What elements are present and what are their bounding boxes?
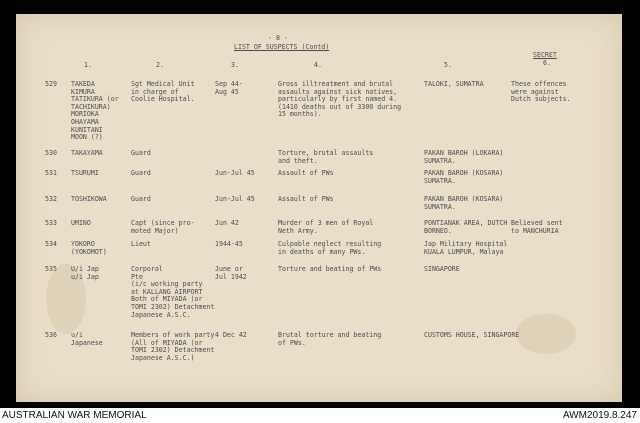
suspect-name-line: TOSHIKOWA [71,195,107,203]
offence-description-line: Assault of PWs [278,169,334,177]
offence-location-line: Jap Military Hospital [424,240,508,248]
suspect-name-line: (YOKOMOT) [71,247,107,256]
offence-date-line: 1944-45 [215,240,243,248]
offence-description-line: in deaths of many PWs. [278,247,366,256]
offence-location-line: SUMATRA. [424,156,456,165]
offence-description-line: Brutal torture and beating [278,331,382,339]
row-number [45,150,57,158]
suspect-rank-unit-line: in charge of [131,87,179,96]
offence-location-line: SUMATRA. [424,176,456,185]
offence-description-line: Culpable neglect resulting [278,240,382,248]
suspect-rank-unit-line: Guard [131,195,151,203]
suspect-rank-unit-line: Coolie Hospital. [131,95,195,104]
offence-location-line: SINGAPORE [424,265,460,273]
row-number-line: 529 [45,80,57,88]
row-number [45,332,57,340]
remarks-line: Believed sent [511,219,563,227]
offence-date-line: Jun-Jul 45 [215,195,255,203]
suspect-rank-unit-line: Japanese A.S.C. [131,310,191,319]
offence-date [215,81,243,96]
suspect-rank-unit-line: moted Major) [131,226,179,235]
suspect-name [71,241,107,256]
offence-location [424,220,507,235]
offence-location [424,150,503,165]
suspect-name-line: TSURUMI [71,169,99,177]
offence-date-line: 4 Dec 42 [215,331,247,339]
suspect-name [71,220,91,228]
suspect-rank-unit-line: (All of MIYADA (or [131,338,203,347]
suspect-name [71,81,119,142]
suspect-rank-unit-line: Japanese A.S.C.) [131,353,195,362]
offence-date [215,266,247,281]
column-number: 6. [543,59,551,67]
remarks-line: These offences [511,80,567,88]
offence-location [424,81,484,89]
remarks-line: to MANCHURIA [511,226,559,235]
row-number-line: 535 [45,265,57,273]
offence-description [278,241,381,256]
column-number: 4. [314,61,322,69]
row-number-line: 530 [45,149,57,157]
offence-location-line: SUMATRA. [424,202,456,211]
row-number [45,81,57,89]
offence-description-line: and theft. [278,156,318,165]
suspect-name-line: MOON (?) [71,133,103,142]
suspect-name-line: UMINO [71,219,91,227]
remarks-line: Dutch subjects. [511,95,571,104]
offence-location-line: CUSTOMS HOUSE, SINGAPORE [424,331,520,339]
suspect-rank-unit [131,332,214,362]
offence-date-line: June or [215,265,243,273]
column-number: 3. [231,61,239,69]
offence-location-line: PAKAN BAROH (KOSARA) [424,169,504,177]
remarks-line: were against [511,87,559,96]
suspect-rank-unit [131,81,195,104]
offence-description-line: assaults against sick natives, [278,87,398,96]
suspect-name-line: u/i [71,331,83,339]
column-number: 2. [156,61,164,69]
suspect-rank-unit-line: Guard [131,169,151,177]
column-number: 1. [84,61,92,69]
suspect-name-line: OHAYAMA [71,117,99,126]
row-number [45,170,57,178]
offence-date-line: Aug 45 [215,87,239,96]
suspect-name-line: Japanese [71,338,103,347]
offence-date [215,332,247,340]
suspect-name-line: u/i Jap [71,272,99,281]
document-title: LIST OF SUSPECTS (Contd) [234,43,330,51]
suspect-name [71,150,103,158]
suspect-name-line: TACHIKURA) [71,102,111,111]
offence-description-line: Assault of PWs [278,195,334,203]
suspect-name-line: U/i Jap [71,265,99,273]
offence-description-line: Torture and beating of PWs [278,265,382,273]
suspect-name [71,266,99,281]
suspect-rank-unit [131,170,151,178]
offence-date-line: Sep 44- [215,80,243,88]
offence-location-line: PONTIANAK AREA, DUTCH [424,219,508,227]
suspect-name-line: YOKORO [71,240,95,248]
offence-description-line: Torture, brutal assaults [278,149,374,157]
row-number-line: 534 [45,240,57,248]
paper-stain [516,314,576,354]
suspect-name [71,196,107,204]
remarks [511,81,571,104]
offence-location-line: PAKAN BAROH (LOKARA) [424,149,504,157]
row-number-line: 532 [45,195,57,203]
suspect-rank-unit-line: Pte [131,272,143,281]
row-number [45,220,57,228]
footer-accession-number: AWM2019.8.247 [562,410,637,421]
suspect-rank-unit-line: Members of work party [131,331,215,339]
offence-date [215,241,243,249]
suspect-rank-unit-line: Capt (since pro- [131,219,195,227]
offence-description [278,170,334,178]
offence-description [278,332,381,347]
offence-description [278,81,401,119]
offence-description-line: 15 months). [278,110,322,119]
suspect-rank-unit-line: Sgt Medical Unit [131,80,195,88]
column-number: 5. [444,61,452,69]
offence-description-line: Murder of 3 men of Royal [278,219,374,227]
suspect-name-line: TATIKURA (or [71,95,119,104]
offence-description-line: (1410 deaths out of 3300 during [278,102,402,111]
offence-date [215,220,239,228]
offence-date-line: Jul 1942 [215,272,247,281]
offence-location-line: PAKAN BAROH (KOSARA) [424,195,504,203]
suspect-rank-unit-line: TOMI 2302) Detachment [131,302,215,311]
offence-description-line: of PWs. [278,338,306,347]
offence-description-line: particularly by first named 4. [278,95,398,104]
suspect-rank-unit [131,150,151,158]
offence-location-line: TALOKI, SUMATRA [424,80,484,88]
remarks [511,220,563,235]
offence-location [424,196,503,211]
document-page [16,14,622,402]
row-number-line: 533 [45,219,57,227]
page-number: - 8 - [268,34,288,42]
suspect-name-line: KIMURA [71,87,95,96]
suspect-rank-unit-line: Guard [131,149,151,157]
offence-date [215,196,255,204]
offence-description [278,150,373,165]
suspect-rank-unit [131,241,151,249]
row-number-line: 536 [45,331,57,339]
suspect-rank-unit-line: Both of MIYADA (or [131,295,203,304]
row-number [45,241,57,249]
suspect-name-line: TAKEDA [71,80,95,88]
suspect-rank-unit-line: TOMI 2302) Detachment [131,346,215,355]
offence-location [424,170,503,185]
suspect-name-line: KUNITANI [71,125,103,134]
offence-date-line: Jun 42 [215,219,239,227]
offence-location [424,241,507,256]
secret-marking: SECRET [533,51,557,59]
offence-description [278,196,334,204]
offence-location-line: KUALA LUMPUR, Malaya [424,247,504,256]
offence-description [278,220,373,235]
offence-date-line: Jun-Jul 45 [215,169,255,177]
suspect-name-line: TAKAYAMA [71,149,103,157]
suspect-rank-unit [131,220,195,235]
suspect-rank-unit [131,266,214,319]
footer-institution: AUSTRALIAN WAR MEMORIAL [2,410,147,421]
suspect-name [71,332,103,347]
row-number [45,266,57,274]
offence-date [215,170,255,178]
offence-description-line: Gross illtreatment and brutal [278,80,394,88]
suspect-rank-unit-line: at KALLANG AIRPORT [131,287,203,296]
suspect-name-line: MORIOKA [71,110,99,119]
suspect-rank-unit [131,196,151,204]
offence-description-line: Neth Army. [278,226,318,235]
offence-description [278,266,381,274]
suspect-rank-unit-line: (i/c working party [131,280,203,289]
suspect-rank-unit-line: Corporal [131,265,163,273]
row-number [45,196,57,204]
suspect-name [71,170,99,178]
offence-location [424,266,460,274]
suspect-rank-unit-line: Lieut [131,240,151,248]
offence-location [424,332,519,340]
row-number-line: 531 [45,169,57,177]
offence-location-line: BORNEO. [424,226,452,235]
